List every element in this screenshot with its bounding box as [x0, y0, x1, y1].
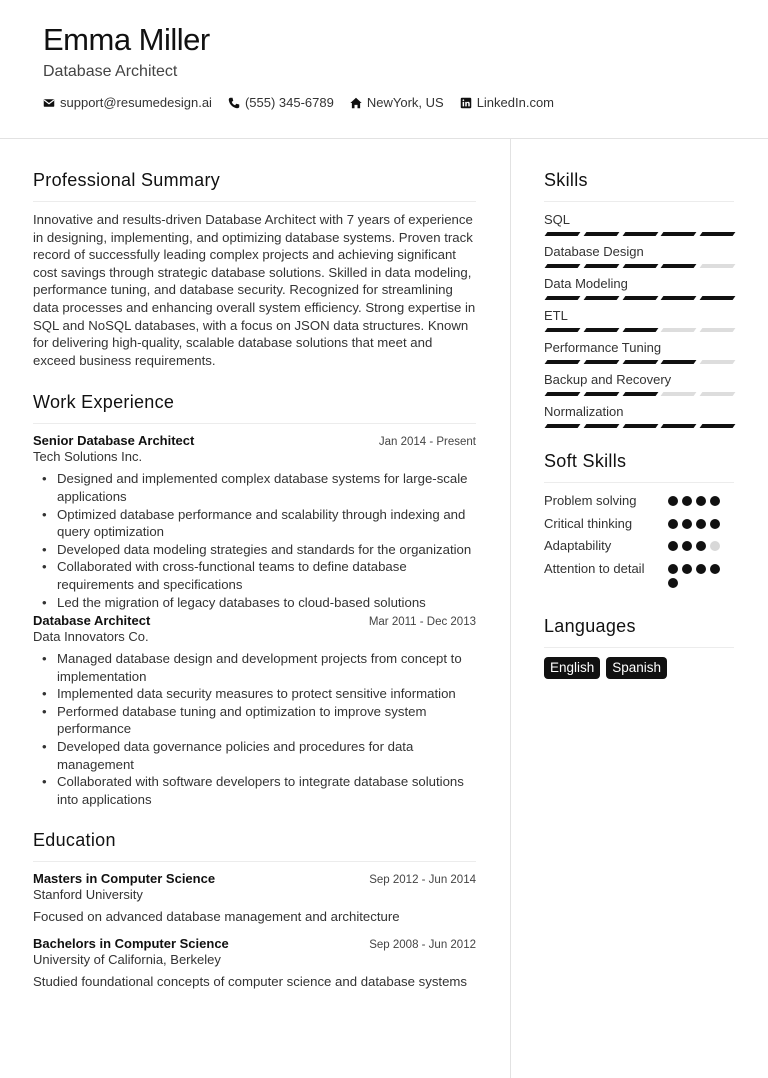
skill-level-segment [545, 232, 581, 236]
skill-level-segment [583, 296, 619, 300]
section-title: Languages [544, 615, 636, 636]
skill-level-segment [622, 360, 658, 364]
rating-dot-icon [710, 564, 720, 574]
skill-level-segment [661, 264, 697, 268]
phone-icon [228, 97, 240, 109]
soft-skill-rating [668, 537, 726, 551]
skill-name: Normalization [544, 404, 624, 419]
skill-level-segment [545, 264, 581, 268]
skill-name: Database Design [544, 244, 644, 259]
education-description: Studied foundational concepts of computer science and database systems [33, 974, 467, 990]
main-column [33, 170, 476, 1001]
skill-level-segment [583, 232, 619, 236]
contact-email[interactable] [43, 95, 212, 110]
skills-section [544, 170, 734, 431]
rating-dot-icon [682, 541, 692, 551]
skill-item [544, 371, 734, 399]
rating-dot-icon [682, 496, 692, 506]
contact-location-text: NewYork, US [366, 95, 444, 110]
skills-list [544, 211, 734, 431]
skill-level-segment [545, 392, 581, 396]
skill-level-segment [661, 392, 697, 396]
education-entry [33, 936, 476, 991]
soft-skills-list [544, 492, 734, 588]
skill-level-segment [622, 424, 658, 428]
bullet-item: • Developed data governance policies and procedures for data management [57, 738, 476, 773]
skill-level-bar [544, 232, 734, 239]
rating-dot-icon [682, 564, 692, 574]
rating-dot-icon [668, 564, 678, 574]
school-name: Stanford University [33, 887, 143, 903]
rating-dot-icon [696, 564, 706, 574]
soft-skill-item [544, 560, 734, 588]
rating-dot-icon [668, 541, 678, 551]
bullet-item: • Collaborated with cross-functional teams to define database requirements and specifications [57, 558, 476, 593]
section-title: Professional Summary [33, 170, 221, 190]
language-badge: Spanish [606, 657, 667, 679]
skill-name: Backup and Recovery [544, 372, 672, 387]
skill-level-bar [544, 264, 734, 271]
skill-item [544, 275, 734, 303]
section-title: Soft Skills [544, 451, 627, 471]
skill-level-segment [583, 392, 619, 396]
skill-level-segment [661, 296, 697, 300]
rating-dot-icon [710, 519, 720, 529]
skill-level-segment [700, 328, 736, 332]
rating-dot-icon [696, 519, 706, 529]
skill-name: Data Modeling [544, 276, 628, 291]
skill-level-segment [700, 296, 736, 300]
candidate-title: Database Architect [43, 63, 178, 80]
skill-level-bar [544, 360, 734, 367]
sidebar-column [544, 170, 734, 679]
job-title: Senior Database Architect [33, 433, 195, 449]
skill-level-segment [622, 264, 658, 268]
job-date: Jan 2014 - Present [378, 436, 476, 449]
soft-skill-name: Adaptability [544, 538, 612, 553]
rating-dot-icon [696, 496, 706, 506]
skill-item [544, 339, 734, 367]
skill-item [544, 211, 734, 239]
soft-skill-rating [668, 492, 726, 506]
education-date: Sep 2012 - Jun 2014 [369, 874, 476, 887]
job-company: Tech Solutions Inc. [33, 449, 143, 465]
contact-phone[interactable] [228, 95, 334, 110]
bullet-item: • Collaborated with software developers to integrate database solutions into applications [57, 773, 476, 808]
skill-level-segment [622, 296, 658, 300]
education-section [33, 830, 476, 990]
skill-level-segment [583, 328, 619, 332]
rating-dot-icon [696, 541, 706, 551]
skill-level-segment [661, 232, 697, 236]
bullet-item: • Optimized database performance and scalability through indexing and query optimization [57, 506, 476, 541]
bullet-item: • Managed database design and development projects from concept to implementation [57, 650, 476, 685]
skill-level-bar [544, 328, 734, 335]
rating-dot-icon [710, 496, 720, 506]
skill-name: Performance Tuning [544, 340, 662, 355]
soft-skill-item [544, 492, 734, 510]
language-badge: English [544, 657, 600, 679]
job-date: Mar 2011 - Dec 2013 [368, 616, 476, 629]
soft-skill-name: Attention to detail [544, 560, 645, 576]
job-bullets [33, 470, 476, 611]
skill-level-segment [545, 296, 581, 300]
experience-section [33, 392, 476, 808]
soft-skill-name: Critical thinking [544, 515, 633, 531]
section-divider [544, 647, 734, 648]
languages-section [544, 616, 734, 679]
skill-level-segment [700, 232, 736, 236]
skill-level-segment [661, 424, 697, 428]
soft-skill-item [544, 515, 734, 533]
skill-name: SQL [544, 212, 571, 227]
skill-level-segment [622, 328, 658, 332]
rating-dot-icon [668, 578, 678, 588]
soft-skills-section [544, 451, 734, 588]
rating-dot-icon [710, 541, 720, 551]
school-name: University of California, Berkeley [33, 952, 221, 968]
skill-level-segment [545, 360, 581, 364]
skill-level-segment [661, 360, 697, 364]
contact-list [43, 95, 570, 110]
soft-skill-name: Problem solving [544, 493, 637, 508]
skill-name: ETL [544, 308, 568, 323]
bullet-item: • Performed database tuning and optimization to improve system performance [57, 703, 476, 738]
degree-title: Masters in Computer Science [33, 871, 216, 887]
section-title: Skills [544, 170, 588, 190]
section-divider [544, 482, 734, 483]
skill-level-segment [661, 328, 697, 332]
skill-level-segment [700, 392, 736, 396]
section-divider [33, 201, 476, 202]
skill-level-segment [583, 360, 619, 364]
section-divider [33, 861, 476, 862]
resume-header [0, 0, 768, 139]
summary-section [33, 170, 476, 369]
skill-level-segment [622, 232, 658, 236]
rating-dot-icon [682, 519, 692, 529]
skill-level-bar [544, 424, 734, 431]
envelope-icon [43, 97, 55, 109]
education-description: Focused on advanced database management and architecture [33, 909, 400, 925]
job-entry [33, 433, 476, 611]
bullet-item: • Developed data modeling strategies and standards for the organization [57, 541, 476, 559]
soft-skill-rating [668, 515, 726, 529]
skill-level-segment [583, 424, 619, 428]
skill-level-segment [700, 264, 736, 268]
skill-item [544, 243, 734, 271]
candidate-name: Emma Miller [43, 22, 210, 57]
skill-level-segment [545, 328, 581, 332]
bullet-item: • Implemented data security measures to protect sensitive information [57, 685, 476, 703]
skill-level-segment [583, 264, 619, 268]
section-title: Education [33, 830, 116, 851]
contact-email-text: support@resumedesign.ai [60, 95, 212, 110]
skill-level-segment [700, 424, 736, 428]
contact-phone-text: (555) 345-6789 [244, 95, 334, 110]
degree-title: Bachelors in Computer Science [33, 936, 229, 952]
skill-item [544, 307, 734, 335]
rating-dot-icon [668, 496, 678, 506]
bullet-item: • Led the migration of legacy databases to cloud-based solutions [57, 594, 476, 612]
job-bullets [33, 650, 476, 808]
skill-level-bar [544, 392, 734, 399]
bullet-item: • Designed and implemented complex database systems for large-scale applications [57, 470, 476, 505]
skill-level-bar [544, 296, 734, 303]
education-date: Sep 2008 - Jun 2012 [369, 939, 476, 952]
job-title: Database Architect [33, 613, 151, 629]
column-divider [510, 139, 511, 1078]
summary-text: Innovative and results-driven Database Architect with 7 years of experience in designing, implementing, and optimizing database systems. Proven track record of successfully leading complex projects and achieving significant cost savings through strategic database solutions. Skilled in data modeling, performance tuning, and database security. Recognized for streamlining data processes and enhancing overall system efficiency. Strong expertise in SQL and NoSQL databases, with a focus on JSON data structures. Known for delivering high-quality, scalable database solutions that meet and exceed business requirements. [33, 212, 476, 368]
language-list [544, 657, 734, 679]
contact-location [350, 95, 444, 110]
soft-skill-item [544, 537, 734, 555]
job-company: Data Innovators Co. [33, 629, 149, 645]
contact-linkedin[interactable] [460, 95, 554, 110]
home-icon [350, 97, 362, 109]
skill-level-segment [622, 392, 658, 396]
soft-skill-rating [668, 560, 726, 588]
section-divider [544, 201, 734, 202]
contact-linkedin-text: LinkedIn.com [476, 95, 555, 110]
section-divider [33, 423, 476, 424]
skill-level-segment [545, 424, 581, 428]
skill-item [544, 403, 734, 431]
linkedin-icon [460, 97, 472, 109]
education-entry [33, 871, 476, 926]
rating-dot-icon [668, 519, 678, 529]
job-entry [33, 613, 476, 808]
section-title: Work Experience [33, 392, 175, 413]
skill-level-segment [700, 360, 736, 364]
